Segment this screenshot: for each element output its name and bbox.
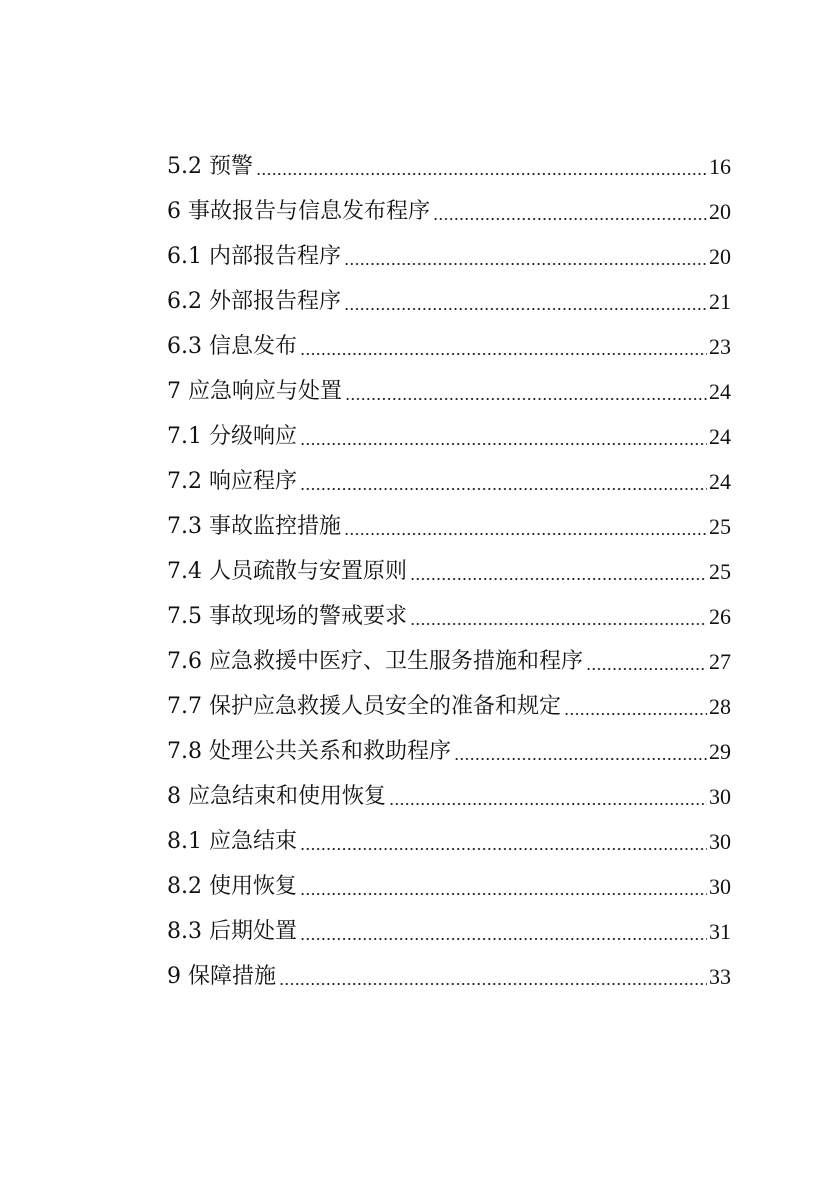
- toc-dot-leader: [279, 983, 707, 985]
- toc-page-number: 28: [709, 694, 731, 719]
- toc-entry-title: 8.1 应急结束: [167, 829, 297, 854]
- toc-page-number: 21: [709, 289, 731, 314]
- toc-dot-leader: [410, 623, 707, 625]
- toc-dot-leader: [389, 803, 707, 805]
- toc-page-number: 24: [709, 379, 731, 404]
- toc-dot-leader: [300, 488, 707, 490]
- toc-entry[interactable]: [167, 234, 731, 279]
- toc-entry-title: 7 应急响应与处置: [167, 379, 342, 404]
- toc-dot-leader: [344, 533, 707, 535]
- toc-entry-title: 6.1 内部报告程序: [167, 244, 341, 269]
- toc-page-number: 30: [709, 829, 731, 854]
- toc-entry-title: 6.3 信息发布: [167, 334, 297, 359]
- toc-dot-leader: [300, 443, 707, 445]
- toc-page-number: 24: [709, 424, 731, 449]
- toc-entry-title: 7.1 分级响应: [167, 424, 297, 449]
- toc-entry[interactable]: [167, 729, 731, 774]
- toc-dot-leader: [345, 398, 707, 400]
- toc-entry[interactable]: [167, 684, 731, 729]
- toc-page-number: 23: [709, 334, 731, 359]
- toc-entry[interactable]: [167, 279, 731, 324]
- toc-entry-title: 6 事故报告与信息发布程序: [167, 199, 430, 224]
- toc-entry[interactable]: [167, 189, 731, 234]
- toc-dot-leader: [410, 578, 707, 580]
- toc-page-number: 20: [709, 244, 731, 269]
- toc-page-number: 25: [709, 514, 731, 539]
- toc-page-number: 27: [709, 649, 731, 674]
- toc-entry[interactable]: [167, 504, 731, 549]
- toc-dot-leader: [300, 938, 707, 940]
- toc-entry[interactable]: [167, 819, 731, 864]
- toc-entry-title: 8.3 后期处置: [167, 919, 297, 944]
- toc-page-number: 25: [709, 559, 731, 584]
- toc-entry[interactable]: [167, 144, 731, 189]
- toc-entry-title: 8 应急结束和使用恢复: [167, 784, 386, 809]
- toc-page-number: 26: [709, 604, 731, 629]
- toc-page-number: 29: [709, 739, 731, 764]
- toc-page-number: 30: [709, 874, 731, 899]
- toc-page-number: 33: [709, 964, 731, 989]
- toc-dot-leader: [454, 758, 707, 760]
- toc-entry[interactable]: [167, 324, 731, 369]
- toc-page-number: 31: [709, 919, 731, 944]
- toc-entry-title: 7.3 事故监控措施: [167, 514, 341, 539]
- toc-entry[interactable]: [167, 459, 731, 504]
- toc-entry-title: 7.2 响应程序: [167, 469, 297, 494]
- toc-entry-title: 7.6 应急救援中医疗、卫生服务措施和程序: [167, 649, 583, 674]
- toc-entry-title: 7.4 人员疏散与安置原则: [167, 559, 407, 584]
- toc-entry-title: 7.5 事故现场的警戒要求: [167, 604, 407, 629]
- toc-entry[interactable]: [167, 639, 731, 684]
- toc-dot-leader: [564, 713, 707, 715]
- toc-dot-leader: [300, 848, 707, 850]
- toc-entry[interactable]: [167, 909, 731, 954]
- toc-entry[interactable]: [167, 864, 731, 909]
- toc-entry[interactable]: [167, 594, 731, 639]
- toc-dot-leader: [344, 263, 707, 265]
- toc-dot-leader: [300, 353, 707, 355]
- toc-entry-title: 9 保障措施: [167, 964, 276, 989]
- toc-page-number: 30: [709, 784, 731, 809]
- toc-page-number: 24: [709, 469, 731, 494]
- toc-dot-leader: [586, 668, 707, 670]
- toc-dot-leader: [256, 173, 707, 175]
- toc-page-number: 20: [709, 199, 731, 224]
- toc-entry[interactable]: [167, 774, 731, 819]
- toc-dot-leader: [300, 893, 707, 895]
- toc-entry-title: 6.2 外部报告程序: [167, 289, 341, 314]
- toc-entry-title: 5.2 预警: [167, 154, 253, 179]
- toc-entry-title: 7.8 处理公共关系和救助程序: [167, 739, 451, 764]
- table-of-contents: [167, 144, 731, 999]
- toc-page-number: 16: [709, 154, 731, 179]
- toc-entry[interactable]: [167, 414, 731, 459]
- toc-entry-title: 7.7 保护应急救援人员安全的准备和规定: [167, 694, 561, 719]
- toc-dot-leader: [433, 218, 707, 220]
- toc-dot-leader: [344, 308, 707, 310]
- toc-entry[interactable]: [167, 369, 731, 414]
- toc-entry[interactable]: [167, 954, 731, 999]
- toc-entry[interactable]: [167, 549, 731, 594]
- toc-entry-title: 8.2 使用恢复: [167, 874, 297, 899]
